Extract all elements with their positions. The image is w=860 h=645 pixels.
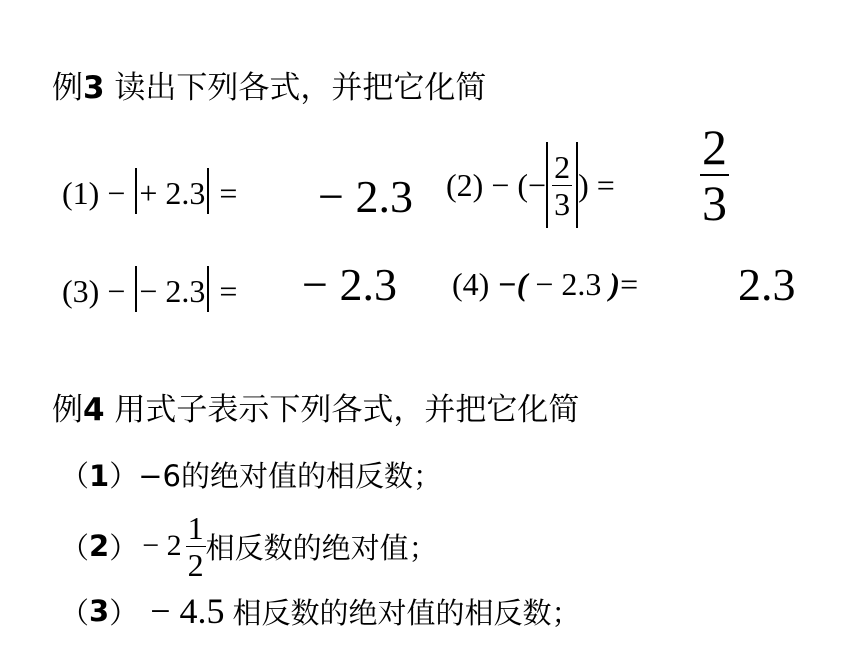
paren-open: （ (60, 459, 90, 493)
q4-answer: 2.3 (738, 259, 796, 310)
abs-bar-left (135, 266, 137, 312)
paren-open: （ (60, 595, 90, 630)
q2-fraction (552, 148, 572, 222)
item-3 (60, 590, 581, 632)
q2-suffix: ) = (578, 166, 615, 203)
item-2 (60, 500, 438, 592)
abs-bar-right (207, 266, 209, 312)
paren-close: ） (109, 530, 139, 565)
q3-inner: − 2.3 (139, 273, 206, 309)
q2-numerator: 2 (554, 148, 571, 185)
q3-equals: = (211, 273, 238, 309)
paren-open: （ (60, 530, 90, 565)
paren-close: ） (109, 459, 139, 493)
q2-answer-denominator: 3 (702, 175, 727, 231)
q2-denominator: 3 (554, 185, 571, 222)
item-value: − 4.5 (150, 591, 225, 631)
q2-answer-numerator: 2 (702, 119, 727, 175)
example-label: 例 (52, 392, 83, 428)
example-instruction: 用式子表示下列各式，并把它化简 (104, 392, 580, 428)
q1-prefix: (1) − (62, 175, 134, 211)
question-4 (452, 266, 638, 303)
mixed-number-whole: − 2 (142, 529, 182, 562)
abs-bar-left (135, 168, 137, 214)
q2-prefix: (2) − (− (446, 166, 547, 203)
item-text: 相反数的绝对值的相反数； (232, 595, 581, 630)
q2-answer (700, 119, 729, 231)
q3-prefix: (3) − (62, 273, 134, 309)
fraction-denominator: 2 (187, 546, 204, 583)
q4-inner: − 2.3 (527, 266, 610, 302)
question-3 (62, 266, 237, 312)
q2-abs (546, 142, 578, 228)
item-text: −6的绝对值的相反数； (138, 459, 442, 493)
q4-equals: = (620, 266, 639, 302)
item-text: 相反数的绝对值； (205, 530, 438, 565)
q1-answer: − 2.3 (318, 171, 413, 222)
q2-answer-fraction (700, 119, 729, 231)
example-3-heading (52, 62, 486, 107)
mixed-number-fraction (186, 509, 206, 583)
q4-open-paren: ( (516, 266, 528, 302)
example-number: 4 (83, 392, 105, 428)
example-label: 例 (52, 70, 83, 106)
q1-inner: + 2.3 (139, 175, 206, 211)
item-number: 3 (89, 594, 110, 628)
paren-close: ） (109, 595, 139, 630)
item-number: 1 (89, 459, 110, 493)
q4-prefix: (4) (452, 266, 498, 302)
item-number: 2 (89, 529, 110, 563)
q1-equals: = (211, 175, 238, 211)
fraction-numerator: 1 (187, 509, 204, 546)
question-2 (446, 140, 615, 230)
item-1 (60, 454, 442, 495)
example-number: 3 (83, 70, 105, 106)
question-1 (62, 168, 237, 214)
q4-minus: − (497, 266, 517, 302)
example-instruction: 读出下列各式，并把它化简 (104, 70, 487, 106)
example-4-heading (52, 384, 579, 429)
abs-bar-right (207, 168, 209, 214)
q4-close-paren: ) (609, 266, 621, 302)
q3-answer: − 2.3 (302, 259, 397, 310)
